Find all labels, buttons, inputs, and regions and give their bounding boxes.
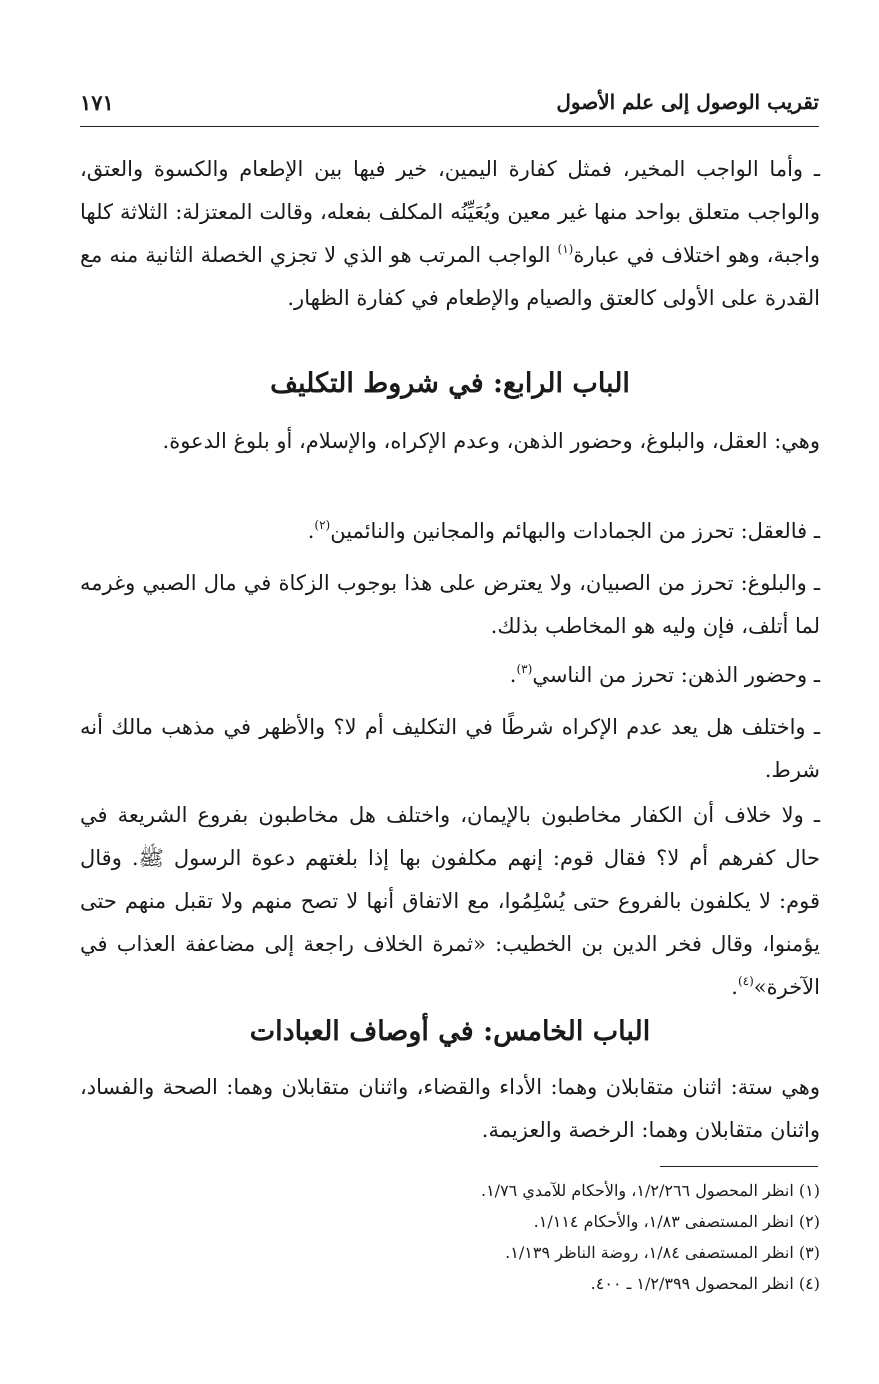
footnote-4: (٤) انظر المحصول ١/٢/٣٩٩ ـ ٤٠٠. <box>590 1274 820 1293</box>
footnote-1: (١) انظر المحصول ١/٢/٢٦٦، والأحكام للآمدي ١/٧٦. <box>480 1181 820 1200</box>
paragraph-end: . <box>509 663 517 687</box>
paragraph-ikrah: ـ واختلف هل يعد عدم الإكراه شرطًا في التكليف أم لا؟ والأظهر في مذهب مالك أنه شرط. <box>80 715 820 782</box>
chapter-heading-5: الباب الخامس: في أوصاف العبادات <box>249 1016 651 1047</box>
footnote-ref-3[interactable]: (٣) <box>516 662 533 676</box>
paragraph-text: ـ فالعقل: تحرز من الجمادات والبهائم والمجانين والنائمين <box>330 519 820 543</box>
paragraph-kuffar <box>80 794 820 1009</box>
book-title: تقريب الوصول إلى علم الأصول <box>556 90 819 114</box>
footnote-ref-2[interactable]: (٢) <box>314 518 331 532</box>
paragraph-hudur <box>80 654 820 697</box>
footnote-2: (٢) انظر المستصفى ١/٨٣، والأحكام ١/١١٤. <box>533 1212 820 1231</box>
paragraph-text-continued: الواجب المرتب هو الذي لا تجزي الخصلة الثانية منه مع القدرة على الأولى كالعتق والصيام والإطعام في كفارة الظهار. <box>80 243 820 310</box>
paragraph-end: . <box>307 519 315 543</box>
footnote-separator <box>660 1166 818 1167</box>
chapter-heading-4: الباب الرابع: في شروط التكليف <box>270 368 630 399</box>
paragraph-conditions: وهي: العقل، والبلوغ، وحضور الذهن، وعدم الإكراه، والإسلام، أو بلوغ الدعوة. <box>162 429 820 453</box>
paragraph-text: ـ ولا خلاف أن الكفار مخاطبون بالإيمان، واختلف هل مخاطبون بفروع الشريعة في حال كفرهم أم لا؟ فقال قوم: إنهم مكلفون بها إذا بلغتهم دعوة الرسول ﷺ. وقال قوم: لا يكلفون بالفروع حتى يُسْلِمُوا، مع الاتفاق أنها لا تصح منهم ولا تقبل منهم حتى يؤمنوا، وقال فخر الدين بن الخطيب: «ثمرة الخلاف راجعة إلى مضاعفة العذاب في الآخرة» <box>80 803 820 999</box>
paragraph-awsaf: وهي ستة: اثنان متقابلان وهما: الأداء والقضاء، واثنان متقابلان وهما: الصحة والفساد، واثنان متقابلان وهما: الرخصة والعزيمة. <box>80 1075 820 1142</box>
page-number: ١٧١ <box>80 90 114 115</box>
footnote-ref-4[interactable]: (٤) <box>737 974 754 988</box>
footnote-ref-1[interactable]: (١) <box>557 242 574 256</box>
footnote-3: (٣) انظر المستصفى ١/٨٤، روضة الناظر ١/١٣٩. <box>505 1243 820 1262</box>
paragraph-bulugh: ـ والبلوغ: تحرز من الصبيان، ولا يعترض على هذا بوجوب الزكاة في مال الصبي وغرمه لما أتلف، فإن وليه هو المخاطب بذلك. <box>80 571 820 638</box>
paragraph-mukhayyar <box>80 148 820 320</box>
paragraph-text: ـ وحضور الذهن: تحرز من الناسي <box>532 663 820 687</box>
running-header <box>80 86 819 127</box>
paragraph-text: ـ وأما الواجب المخير، فمثل كفارة اليمين، خير فيها بين الإطعام والكسوة والعتق، والواجب متعلق بواحد منها غير معين ويُعَيِّنُه المكلف بفعله، وقالت المعتزلة: الثلاثة كلها واجبة، وهو اختلاف في عبارة <box>80 157 821 267</box>
paragraph-aql <box>80 510 820 553</box>
paragraph-end: . <box>731 975 738 999</box>
